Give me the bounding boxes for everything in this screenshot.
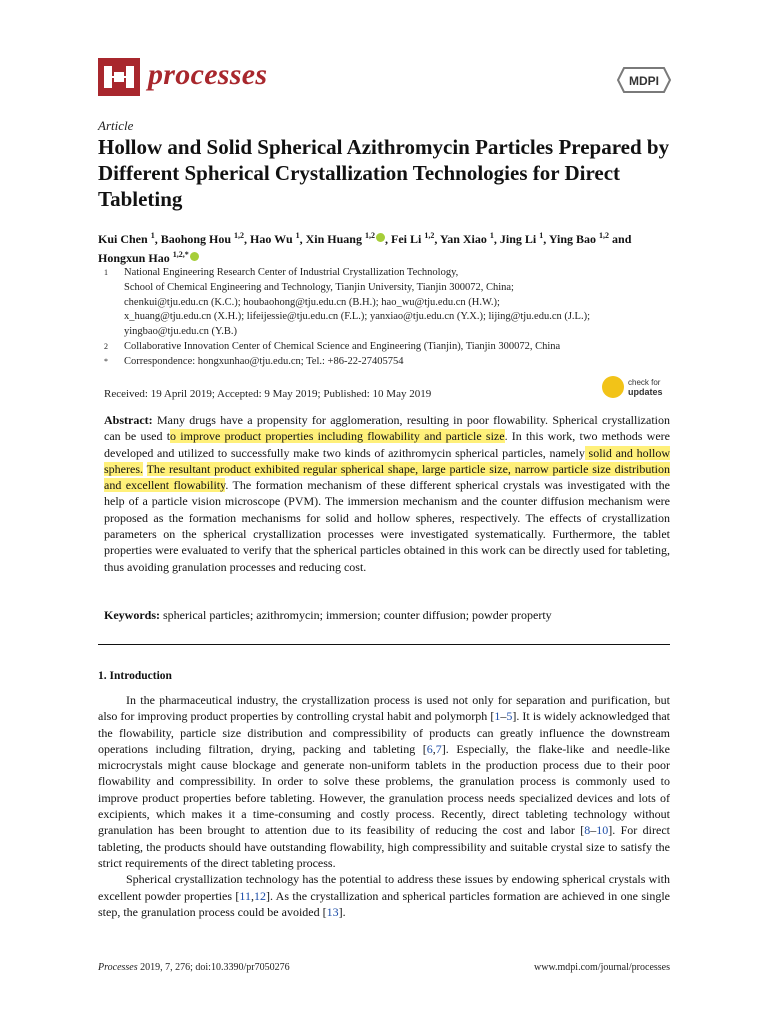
intro-paragraph (98, 871, 670, 920)
intro-text: ]. It is widely acknowledged that the flowability, particle size distribution and compressibility of products can greatly influence the downstream operations including filtration, drying, packing and tableting [ (98, 709, 670, 756)
processes-logo-icon (98, 58, 140, 96)
author-name: Hongxun Hao (98, 251, 170, 265)
affiliation-mark: 1 (104, 268, 108, 277)
authors-joiner: and (612, 232, 632, 246)
intro-paragraph (98, 692, 670, 871)
abstract-highlight: solid and hollow spheres. (104, 445, 670, 476)
author-affiliation-mark: 1,2 (234, 231, 245, 240)
author-list: Kui Chen $^1$, Baohong Hou $^{1,2}$, Hao Wu $^1$, Xin Huang $^{1,2}$ , Fei Li $^{1,2}$, Yan Xiao $^1$, Jing Li $^1$, Ying Bao $^{1,2}$ and Hongxun Hao $^{1,2,*}$ (98, 231, 632, 265)
keywords (104, 608, 670, 623)
citation-ref[interactable]: 5 (506, 709, 513, 724)
citation-ref[interactable]: 10 (596, 823, 609, 838)
citation-ref[interactable]: 13 (326, 904, 339, 919)
affiliation-mark: * (104, 357, 108, 366)
abstract-text: . In this work, two methods were developed and utilized to successfully make two kinds of azithromycin spherical particles, namely (104, 429, 670, 460)
author-affiliation-mark: 1,2,* (172, 250, 189, 259)
author-affiliation-mark: 1 (539, 231, 544, 240)
introduction-body (98, 692, 670, 920)
author-affiliation-mark: 1 (489, 231, 494, 240)
article-type: Article (98, 118, 134, 133)
affiliation-item (104, 266, 674, 340)
intro-text: ]. (338, 904, 346, 919)
publisher-name: MDPI (629, 74, 659, 88)
abstract-highlight: o improve product properties including flowability and particle size (170, 429, 505, 444)
author-affiliation-mark: 1 (295, 231, 300, 240)
affiliation-line: yingbao@tju.edu.cn (Y.B.) (124, 326, 238, 338)
footer-url[interactable]: www.mdpi.com/journal/processes (534, 962, 670, 973)
affiliation-line: National Engineering Research Center of Industrial Crystallization Technology, (124, 267, 459, 278)
abstract-text: . The formation mechanism of these different spherical crystals was investigated with the help of a particle vision microscope (PVM). The immersion mechanism and the counter diffusion mechanism were proposed as the formation mechanisms for solid and hollow spheres, respectively. The effects of crystallization parameters on the spherical crystallization processes were investigated systematically. Furthermore, the tablet properties were evaluated to verify that the spherical particles obtained in this work can be directly used for tableting, thus avoiding granulation processes and reducing cost. (104, 478, 671, 574)
publication-dates: Received: 19 April 2019; Accepted: 9 May 2019; Published: 10 May 2019 (104, 388, 432, 400)
paper-title: Hollow and Solid Spherical Azithromycin Particles Prepared by Different Spherical Crystallization Technologies for Direct Tableting (98, 135, 670, 211)
footer-journal: Processes (98, 962, 138, 973)
author-name: Yan Xiao (439, 232, 487, 246)
author-name: Xin Huang (305, 232, 362, 246)
section-number: 1. (98, 670, 107, 682)
section-title: Introduction (109, 670, 172, 682)
check-for-updates-badge[interactable] (600, 374, 672, 402)
journal-name: processes (148, 58, 268, 91)
intro-text: , (432, 741, 436, 756)
intro-text: ]. As the crystallization and spherical particles formation are achieved in one single step, the granulation process could be avoided [ (98, 888, 670, 919)
intro-text: – (500, 709, 507, 724)
check-updates-line2: updates (628, 387, 663, 397)
affiliation-line: School of Chemical Engineering and Technology, Tianjin University, Tianjin 300072, China; (124, 281, 514, 293)
affiliation-text (124, 266, 674, 340)
divider (98, 644, 670, 645)
author-name: Ying Bao (548, 232, 597, 246)
affiliation-line: Collaborative Innovation Center of Chemical Science and Engineering (Tianjin), Tianjin 300072, China (124, 341, 561, 352)
author-name: Kui Chen (98, 232, 148, 246)
keywords-text: spherical particles; azithromycin; immersion; counter diffusion; powder property (160, 608, 552, 622)
citation-ref[interactable]: 7 (435, 741, 442, 756)
affiliation-line: Correspondence: hongxunhao@tju.edu.cn; Tel.: +86-22-27405754 (124, 356, 404, 367)
intro-text: , (250, 888, 254, 903)
check-updates-line1: check for (628, 378, 661, 387)
affiliation-line: x_huang@tju.edu.cn (X.H.); lifeijessie@tju.edu.cn (F.L.); yanxiao@tju.edu.cn (Y.X.); lijing@tju.edu.cn (J.L.); (124, 311, 591, 323)
abstract-highlight: The resultant product exhibited regular spherical shape, large particle size, narrow particle size distribution and excellent flowability (104, 461, 670, 493)
affiliation-line: chenkui@tju.edu.cn (K.C.); houbaohong@tju.edu.cn (B.H.); hao_wu@tju.edu.cn (H.W.); (124, 296, 500, 308)
author-name: Fei Li (390, 232, 422, 246)
author-affiliation-mark: 1 (150, 231, 155, 240)
abstract (104, 412, 670, 575)
orcid-icon[interactable] (376, 233, 385, 242)
intro-text: ]. For direct tableting, the products should have outstanding flowability, high compressibility and suitable crystal size to satisfy the strict requirements of the direct tableting process. (98, 823, 670, 870)
keywords-label: Keywords: (104, 608, 160, 622)
citation-ref[interactable]: 1 (494, 709, 501, 724)
affiliation-mark: 2 (104, 342, 108, 351)
intro-text: ]. Especially, the flake-like and needle-like microcrystals might cause blockage and generate non-uniform tablets in the production process due to their poor flowability and compressibility. In order to solve these problems, the granulation process is commonly used to improve product properties before tableting. However, the granulation process needs specialized devices and lots of excipients, which makes it a time-consuming and costly process. Recently, direct tableting technology without granulation has been brought to attention due to its feasibility of reducing the cost and labor [ (98, 741, 670, 838)
citation-ref[interactable]: 12 (253, 888, 266, 903)
affiliation-text (124, 355, 674, 370)
intro-text: – (590, 823, 597, 838)
author-affiliation-mark: 1,2 (424, 231, 435, 240)
intro-text: In the pharmaceutical industry, the crystallization process is used not only for separation and purification, but also for improving product properties by controlling crystal habit and polymorph [ (98, 693, 670, 724)
footer-citation-text: 2019, 7, 276; doi:10.3390/pr7050276 (137, 962, 290, 973)
author-affiliation-mark: 1,2 (364, 231, 375, 240)
citation-ref[interactable]: 6 (426, 741, 433, 756)
author-name: Jing Li (499, 232, 537, 246)
affiliation-text (124, 340, 674, 355)
author-name: Baohong Hou (160, 232, 232, 246)
check-updates-icon (602, 376, 624, 398)
abstract-text: Many drugs have a propensity for agglomeration, resulting in poor flowability. Spherical crystallization can be used t (104, 413, 670, 444)
author-name: Hao Wu (250, 232, 293, 246)
section-heading (98, 670, 172, 682)
intro-text: Spherical crystallization technology has the potential to address these issues by endowing spherical crystals with excellent powder properties [ (98, 872, 670, 903)
affiliation-item (104, 355, 674, 370)
affiliation-item (104, 340, 674, 355)
citation-ref[interactable]: 8 (584, 823, 591, 838)
author-affiliation-mark: 1,2 (599, 231, 610, 240)
abstract-label: Abstract: (104, 413, 153, 427)
orcid-icon[interactable] (190, 252, 199, 261)
citation-ref[interactable]: 11 (239, 888, 251, 903)
mdpi-logo-icon (616, 66, 672, 94)
footer-citation (98, 962, 290, 973)
